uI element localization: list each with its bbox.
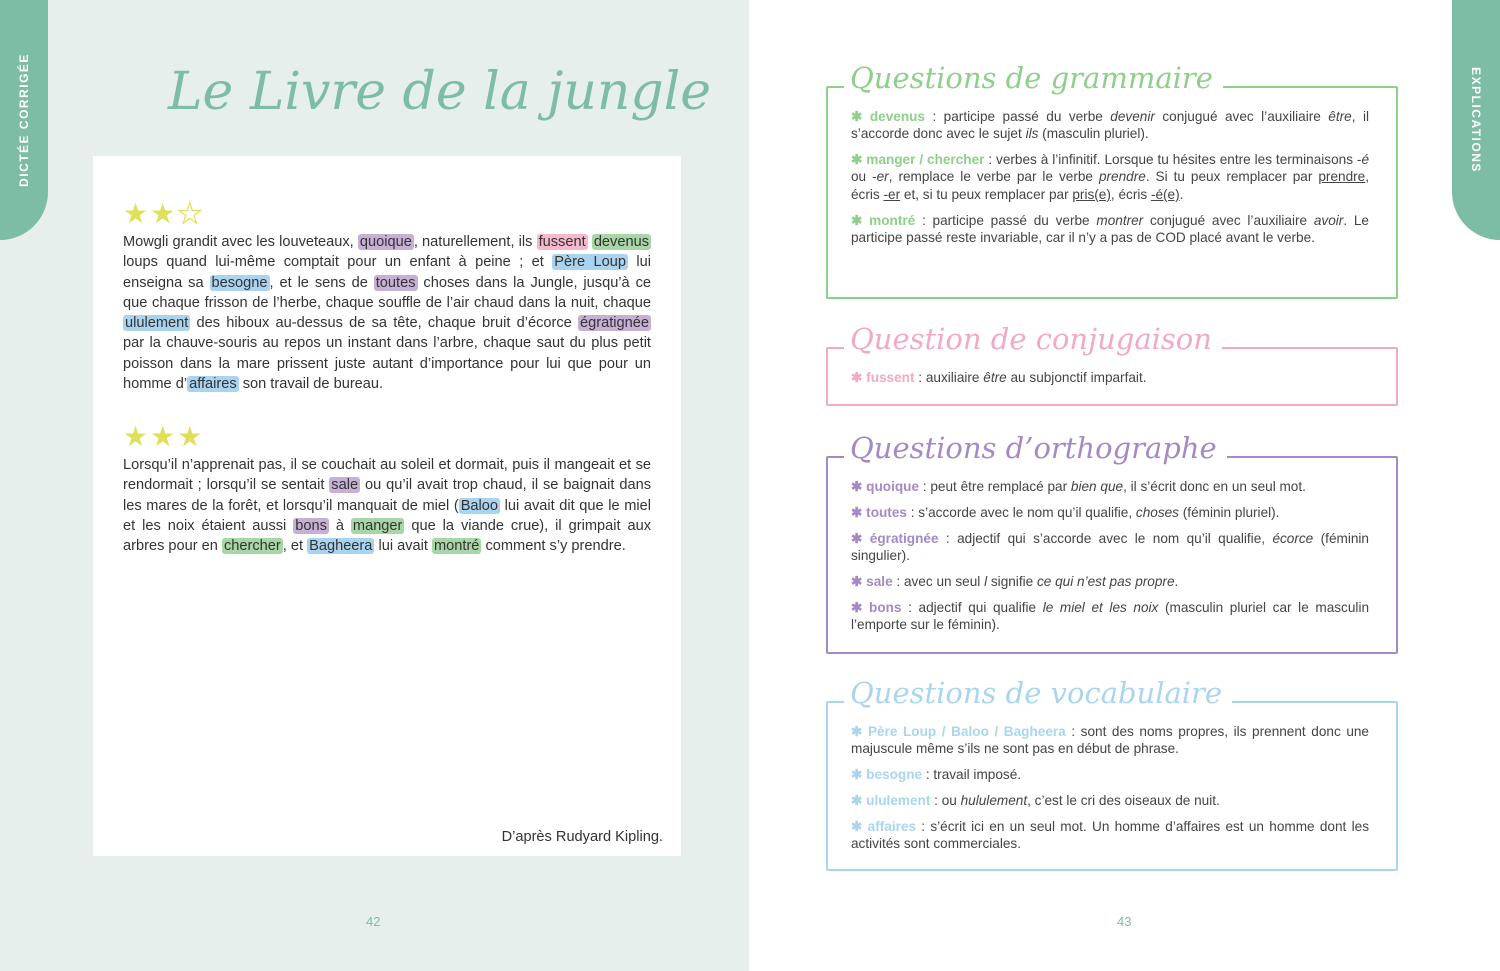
explained-term: ✱ ululement: [851, 793, 931, 809]
text-run: choses: [1135, 504, 1179, 520]
conjugation-question-box: [826, 322, 1398, 406]
highlighted-word: toutes: [375, 274, 416, 291]
highlighted-word: manger: [352, 517, 403, 534]
explained-term: ✱ montré: [851, 212, 916, 228]
text-run: : s’écrit ici en un seul mot. Un homme d’affaires est un homme dont les activités sont commerciales.: [851, 818, 1369, 852]
highlighted-word: Baloo: [460, 497, 499, 514]
text-run: l: [984, 573, 988, 589]
text-run: , et: [282, 538, 308, 555]
text-run: .: [1179, 186, 1184, 202]
text-run: ce qui n’est pas propre: [1036, 573, 1175, 589]
explanation-item: [851, 478, 1369, 495]
text-run: : participe passé du verbe: [925, 109, 1111, 124]
text-run: : travail imposé.: [922, 767, 1022, 783]
text-run: : sont des noms propres, ils prennent donc une majuscule même s’ils ne sont pas en début de phrase.: [851, 724, 1369, 757]
text-run: ou qu’il avait trop chaud, il se baignait dans les mares de la forêt, et lorsqu’il manquait de miel (: [123, 477, 652, 514]
explanation-list: [851, 723, 1369, 861]
text-run: des hiboux au-dessus de sa tête, chaque bruit d’écorce: [190, 315, 579, 332]
explained-term: ✱ affaires: [851, 818, 917, 834]
text-run: : auxiliaire: [914, 370, 984, 385]
highlighted-word: ululement: [125, 315, 189, 332]
text-run: avoir: [1313, 212, 1344, 228]
text-run: choses dans la Jungle, jusqu’à ce que chaque frisson de l’herbe, chaque souffle de l’air chaud dans la nuit, chaque: [123, 274, 651, 311]
text-run: .: [1174, 573, 1179, 589]
explained-term: ✱ bons: [851, 599, 902, 615]
explained-term: ✱ fussent: [851, 370, 915, 385]
left-page: [0, 0, 749, 971]
text-run: : ou: [930, 793, 961, 809]
text-run: er: [876, 169, 889, 185]
text-run: le miel et les noix: [1042, 599, 1159, 615]
highlighted-word: chercher: [223, 538, 281, 555]
text-run: lui avait dit que le miel et les noix étaient aussi: [123, 497, 651, 534]
text-run: conjugué avec l’auxiliaire: [1143, 212, 1314, 228]
star-outline-icon: ★: [177, 198, 205, 229]
text-run: hululement: [960, 793, 1028, 809]
text-run: (masculin pluriel).: [1038, 126, 1149, 142]
text-run: , remplace le verbe par le verbe: [888, 169, 1099, 185]
box-title: Question de conjugaison: [844, 319, 1222, 359]
text-run: é: [1361, 152, 1369, 168]
dictation-paragraph-2: [123, 455, 651, 556]
highlighted-word: Père Loup: [554, 254, 626, 271]
page-number-right: 43: [1117, 914, 1132, 929]
text-run: écorce: [1272, 530, 1314, 546]
explanation-item: [851, 766, 1369, 783]
explanation-item: [851, 151, 1369, 203]
section-tab-label: EXPLICATIONS: [1469, 67, 1483, 173]
text-run: prendre: [1098, 169, 1146, 185]
attribution: D’après Rudyard Kipling.: [501, 829, 663, 845]
highlighted-word: quoique: [359, 234, 412, 250]
explanation-item: [851, 599, 1369, 634]
highlighted-word: égratignée: [580, 315, 649, 332]
text-run: , écris: [851, 169, 1369, 202]
box-title: Questions d’orthographe: [844, 428, 1227, 468]
text-run: être: [983, 370, 1007, 385]
highlighted-word: fussent: [538, 234, 586, 250]
difficulty-stars-level-1: [123, 200, 204, 228]
text-run: (féminin pluriel).: [1178, 504, 1280, 520]
explained-term: ✱ besogne: [851, 767, 923, 783]
highlighted-word: bons: [295, 517, 327, 534]
text-run: que la viande crue), il grimpait aux arbres pour en: [123, 517, 651, 555]
text-run: , naturellement, ils: [413, 234, 537, 250]
section-tab-explications: [1452, 0, 1500, 240]
highlighted-word: devenus: [593, 234, 649, 250]
text-run: -é(e): [1150, 186, 1180, 202]
text-run: ils: [1025, 126, 1039, 142]
explanation-list: [851, 108, 1369, 255]
highlighted-word: sale: [331, 477, 359, 494]
explained-term: ✱ manger / chercher: [851, 152, 985, 168]
text-run: à: [328, 517, 351, 534]
star-icon: ★: [150, 421, 178, 452]
explained-term: ✱ égratignée: [851, 530, 939, 546]
text-run: ou -: [851, 169, 877, 185]
box-title: Questions de vocabulaire: [844, 673, 1232, 713]
text-run: comment s’y prendre.: [481, 538, 626, 555]
text-run: Mowgli grandit avec les louveteaux,: [123, 234, 358, 250]
text-run: par la chauve-souris au repos un instant dans l’arbre, chaque saut du plus petit poisson dans la mare prissent juste autant d’importance pour lui que pour un homme d’: [123, 335, 651, 393]
text-run: conjugué avec l’auxiliaire: [1154, 109, 1329, 124]
text-run: Lorsqu’il n’apprenait pas, il se couchait au soleil et dormait, puis il mangeait et se rendormait ; lorsqu’il se sentait: [123, 457, 651, 494]
dictation-text-card: [93, 156, 681, 856]
text-run: bien que: [1070, 479, 1124, 494]
text-run: lui avait: [374, 538, 432, 555]
star-icon: ★: [150, 198, 178, 229]
text-run: : participe passé du verbe: [915, 212, 1097, 228]
explained-term: ✱ quoique: [851, 479, 920, 494]
text-run: : adjectif qui s’accorde avec le nom qu’il qualifie,: [938, 530, 1273, 546]
text-run: et, si tu peux remplacer par: [900, 186, 1073, 202]
page-number-left: 42: [366, 914, 381, 929]
text-run: , c’est le cri des oiseaux de nuit.: [1027, 793, 1220, 809]
highlighted-word: affaires: [189, 376, 237, 393]
text-run: , il s’écrit donc en un seul mot.: [1123, 479, 1306, 494]
explained-term: ✱ toutes: [851, 504, 907, 520]
page-title: Le Livre de la jungle: [168, 62, 712, 122]
highlighted-word: montré: [434, 538, 480, 555]
explained-term: ✱ Père Loup / Baloo / Bagheera: [851, 724, 1066, 739]
explanation-item: [851, 504, 1369, 521]
text-run: devenir: [1110, 109, 1155, 124]
text-run: -er: [883, 186, 901, 202]
text-run: : verbes à l’infinitif. Lorsque tu hésites entre les terminaisons -: [984, 152, 1362, 168]
explanation-item: [851, 212, 1369, 247]
highlighted-word: Bagheera: [309, 538, 373, 555]
explanation-item: [851, 792, 1369, 809]
star-icon: ★: [123, 421, 151, 452]
text-run: : s’accorde avec le nom qu’il qualifie,: [906, 504, 1136, 520]
text-run: (féminin singulier).: [851, 530, 1369, 564]
section-tab-label: DICTÉE CORRIGÉE: [17, 53, 31, 187]
text-run: , il s’accorde donc avec le sujet: [851, 109, 1370, 142]
text-run: : peut être remplacé par: [919, 479, 1071, 494]
explained-term: ✱ devenus: [851, 109, 925, 124]
spelling-questions-box: [826, 431, 1398, 654]
explanation-item: [851, 108, 1369, 143]
explanation-item: [851, 369, 1369, 386]
grammar-questions-box: [826, 61, 1398, 299]
text-run: : avec un seul: [892, 573, 985, 589]
text-run: (masculin pluriel car le masculin l’emporte sur le féminin).: [851, 599, 1370, 633]
explanation-list: [851, 369, 1369, 395]
explanation-item: [851, 818, 1369, 853]
star-icon: ★: [123, 198, 151, 229]
text-run: signifie: [987, 573, 1037, 589]
box-title: Questions de grammaire: [844, 58, 1223, 98]
text-run: . Si tu peux remplacer par: [1145, 169, 1319, 185]
explained-term: ✱ sale: [851, 573, 893, 589]
text-run: , et le sens de: [269, 274, 374, 291]
highlighted-word: besogne: [211, 274, 268, 291]
text-run: : adjectif qui qualifie: [901, 599, 1043, 615]
text-run: . Le participe passé reste invariable, car il n’y a pas de COD placé avant le verbe.: [851, 212, 1369, 245]
text-run: montrer: [1096, 212, 1144, 228]
text-run: , écris: [1110, 186, 1151, 202]
text-run: prendre: [1318, 169, 1366, 185]
vocabulary-questions-box: [826, 676, 1398, 871]
explanation-item: [851, 573, 1369, 590]
explanation-item: [851, 530, 1369, 565]
section-tab-dictee: [0, 0, 48, 240]
star-icon: ★: [177, 421, 205, 452]
text-run: pris(e): [1072, 186, 1111, 202]
text-run: être: [1328, 109, 1352, 124]
text-run: lui enseigna sa: [123, 254, 651, 291]
explanation-item: [851, 723, 1369, 758]
dictation-paragraph-1: [123, 232, 651, 394]
difficulty-stars-level-2: [123, 423, 204, 451]
text-run: son travail de bureau.: [238, 376, 384, 393]
explanation-list: [851, 478, 1369, 642]
text-run: loups quand lui-même comptait pour un enfant à peine ; et: [123, 254, 553, 271]
text-run: au subjonctif imparfait.: [1006, 370, 1147, 385]
